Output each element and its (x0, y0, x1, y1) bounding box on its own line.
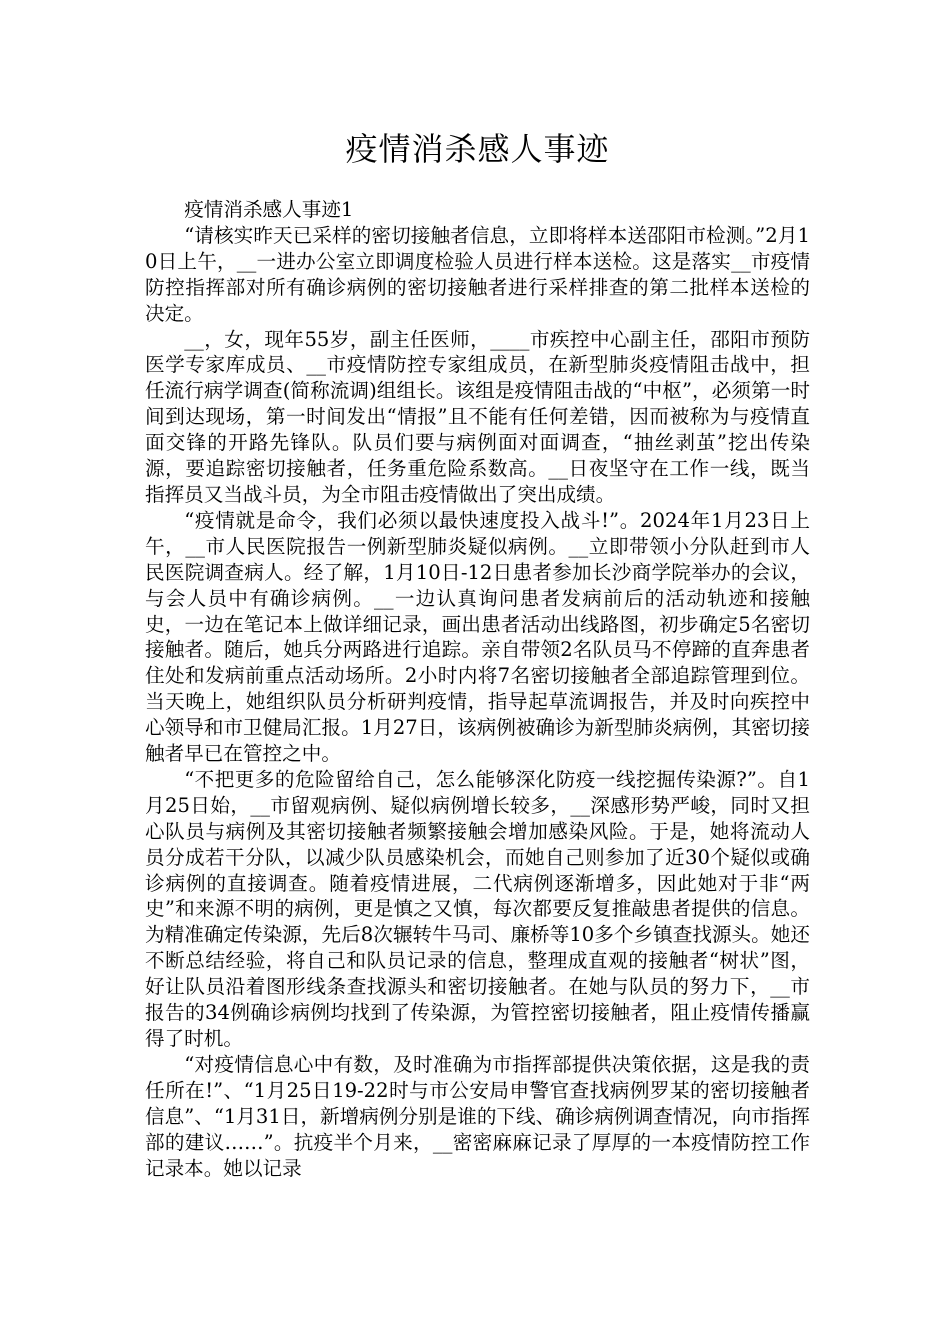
paragraph: “不把更多的危险留给自己，怎么能够深化防疫一线挖掘传染源?”。自1月25日始，__市留观病例、疑似病例增长较多，__深感形势严峻，同时又担心队员与病例及其密切接触者频繁接触会增加感染风险。于是，她将流动人员分成若干分队，以减少队员感染机会，而她自己则参加了近30个疑似或确诊病例的直接调查。随着疫情进展，二代病例逐渐增多，因此她对于非“两史”和来源不明的病例，更是慎之又慎，每次都要反复推敲患者提供的信息。为精准确定传染源，先后8次辗转牛马司、廉桥等10多个乡镇查找源头。她还不断总结经验，将自己和队员记录的信息，整理成直观的接触者“树状”图，好让队员沿着图形线条查找源头和密切接触者。在她与队员的努力下，__市报告的34例确诊病例均找到了传染源，为管控密切接触者，阻止疫情传播赢得了时机。 (145, 767, 810, 1050)
paragraph: “疫情就是命令，我们必须以最快速度投入战斗!”。2024年1月23日上午，__市人民医院报告一例新型肺炎疑似病例。__立即带领小分队赶到市人民医院调查病人。经了解，1月10日-12日患者参加长沙商学院举办的会议，与会人员中有确诊病例。__一边认真询问患者发病前后的活动轨迹和接触史，一边在笔记本上做详细记录，画出患者活动出线路图，初步确定5名密切接触者。随后，她兵分两路进行追踪。亲自带领2名队员马不停蹄的直奔患者住处和发病前重点活动场所。2小时内将7名密切接触者全部追踪管理到位。当天晚上，她组织队员分析研判疫情，指导起草流调报告，并及时向疾控中心领导和市卫健局汇报。1月27日，该病例被确诊为新型肺炎病例，其密切接触者早已在管控之中。 (145, 508, 810, 766)
document-title: 疫情消杀感人事迹 (345, 130, 610, 168)
document-body (145, 197, 810, 1181)
paragraph: “请核实昨天已采样的密切接触者信息，立即将样本送邵阳市检测。”2月10日上午，__一进办公室立即调度检验人员进行样本送检。这是落实__市疫情防控指挥部对所有确诊病例的密切接触者进行采样排查的第二批样本送检的决定。 (145, 223, 810, 325)
paragraph: __，女，现年55岁，副主任医师，____市疾控中心副主任，邵阳市预防医学专家库成员、__市疫情防控专家组成员，在新型肺炎疫情阻击战中，担任流行病学调查(简称流调)组组长。该组是疫情阻击战的“中枢”，必须第一时间到达现场，第一时间发出“情报”且不能有任何差错，因而被称为与疫情直面交锋的开路先锋队。队员们要与病例面对面调查，“抽丝剥茧”挖出传染源，要追踪密切接触者，任务重危险系数高。__日夜坚守在工作一线，既当指挥员又当战斗员，为全市阻击疫情做出了突出成绩。 (145, 327, 810, 506)
paragraph-heading: 疫情消杀感人事迹1 (184, 198, 354, 221)
document-page (145, 0, 810, 1181)
paragraph: “对疫情信息心中有数，及时准确为市指挥部提供决策依据，这是我的责任所在!”、“1月25日19-22时与市公安局申警官查找病例罗某的密切接触者信息”、“1月31日，新增病例分别是谁的下线、确诊病例调查情况，向市指挥部的建议……”。抗疫半个月来，__密密麻麻记录了厚厚的一本疫情防控工作记录本。她以记录 (145, 1052, 810, 1180)
